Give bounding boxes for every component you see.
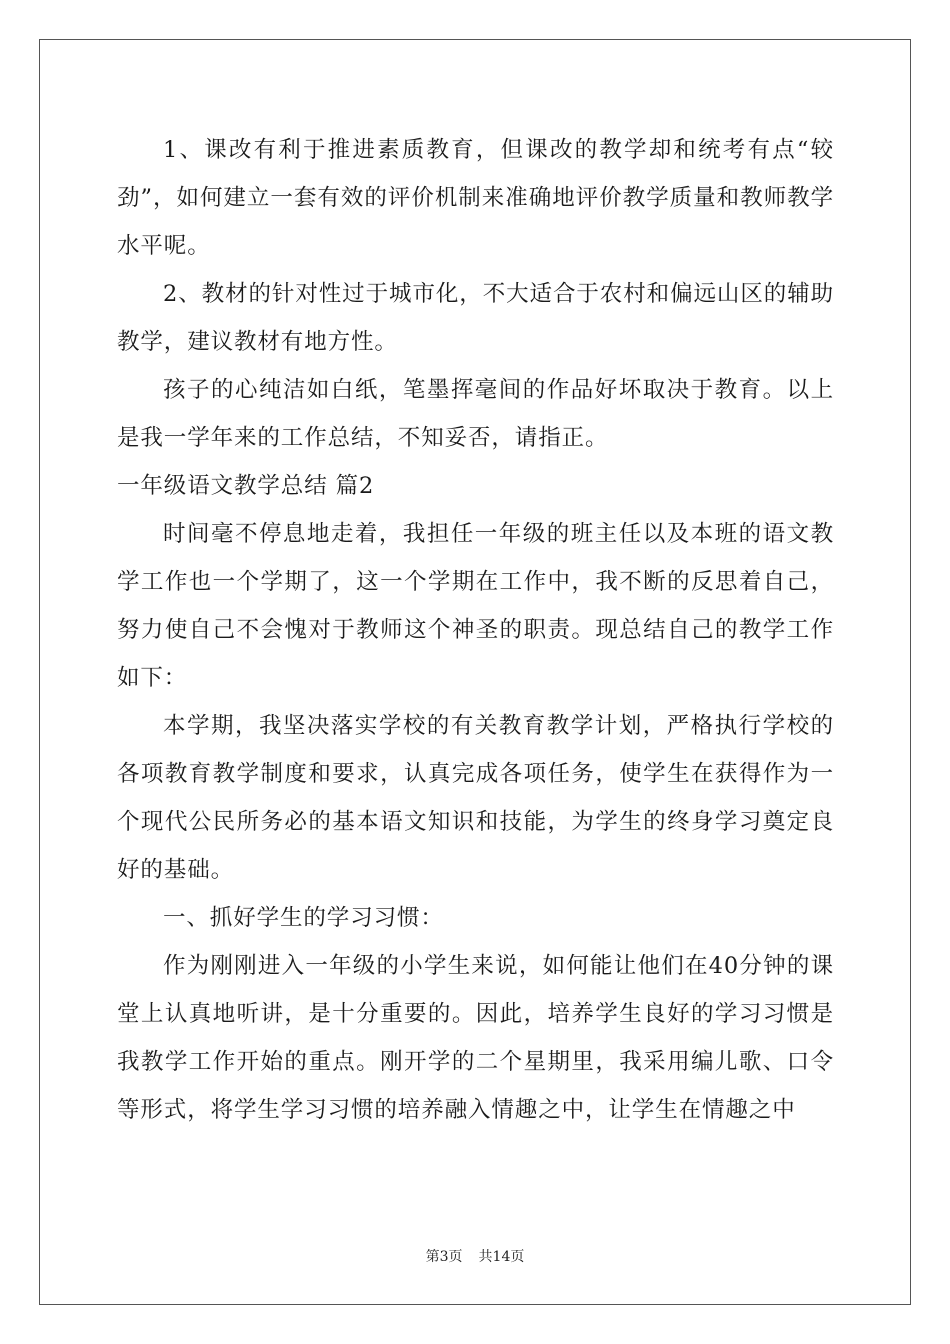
paragraph-conclusion: 孩子的心纯洁如白纸，笔墨挥毫间的作品好坏取决于教育。以上是我一学年来的工作总结，不知妥否，请指正。 [117,377,834,451]
paragraph-curriculum-reform: 1、课改有利于推进素质教育，但课改的教学却和统考有点“较劲”，如何建立一套有效的评价机制来准确地评价教学质量和教师教学水平呢。 [117,137,834,259]
subheading-study-habits: 一、抓好学生的学习习惯： [163,905,444,931]
paragraph-semester: 本学期，我坚决落实学校的有关教育教学计划，严格执行学校的各项教育教学制度和要求，认真完成各项任务，使学生在获得作为一个现代公民所务必的基本语文知识和技能，为学生的终身学习奠定良好的基础。 [117,713,834,883]
page-footer [0,1246,950,1266]
paragraph-textbook: 2、教材的针对性过于城市化，不大适合于农村和偏远山区的辅助教学，建议教材有地方性。 [117,281,834,355]
section-heading: 一年级语文教学总结 篇2 [117,473,375,499]
page-number-current: 第3页 [425,1249,463,1265]
page-number-total: 共14页 [478,1249,525,1265]
paragraph-intro: 时间毫不停息地走着，我担任一年级的班主任以及本班的语文教学工作也一个学期了，这一个学期在工作中，我不断的反思着自己，努力使自己不会愧对于教师这个神圣的职责。现总结自己的教学工作如下： [117,521,834,691]
document-body [117,126,834,1134]
paragraph-study-habits: 作为刚刚进入一年级的小学生来说，如何能让他们在40分钟的课堂上认真地听讲，是十分重要的。因此，培养学生良好的学习习惯是我教学工作开始的重点。刚开学的二个星期里，我采用编儿歌、口令等形式，将学生学习习惯的培养融入情趣之中，让学生在情趣之中 [117,953,834,1123]
